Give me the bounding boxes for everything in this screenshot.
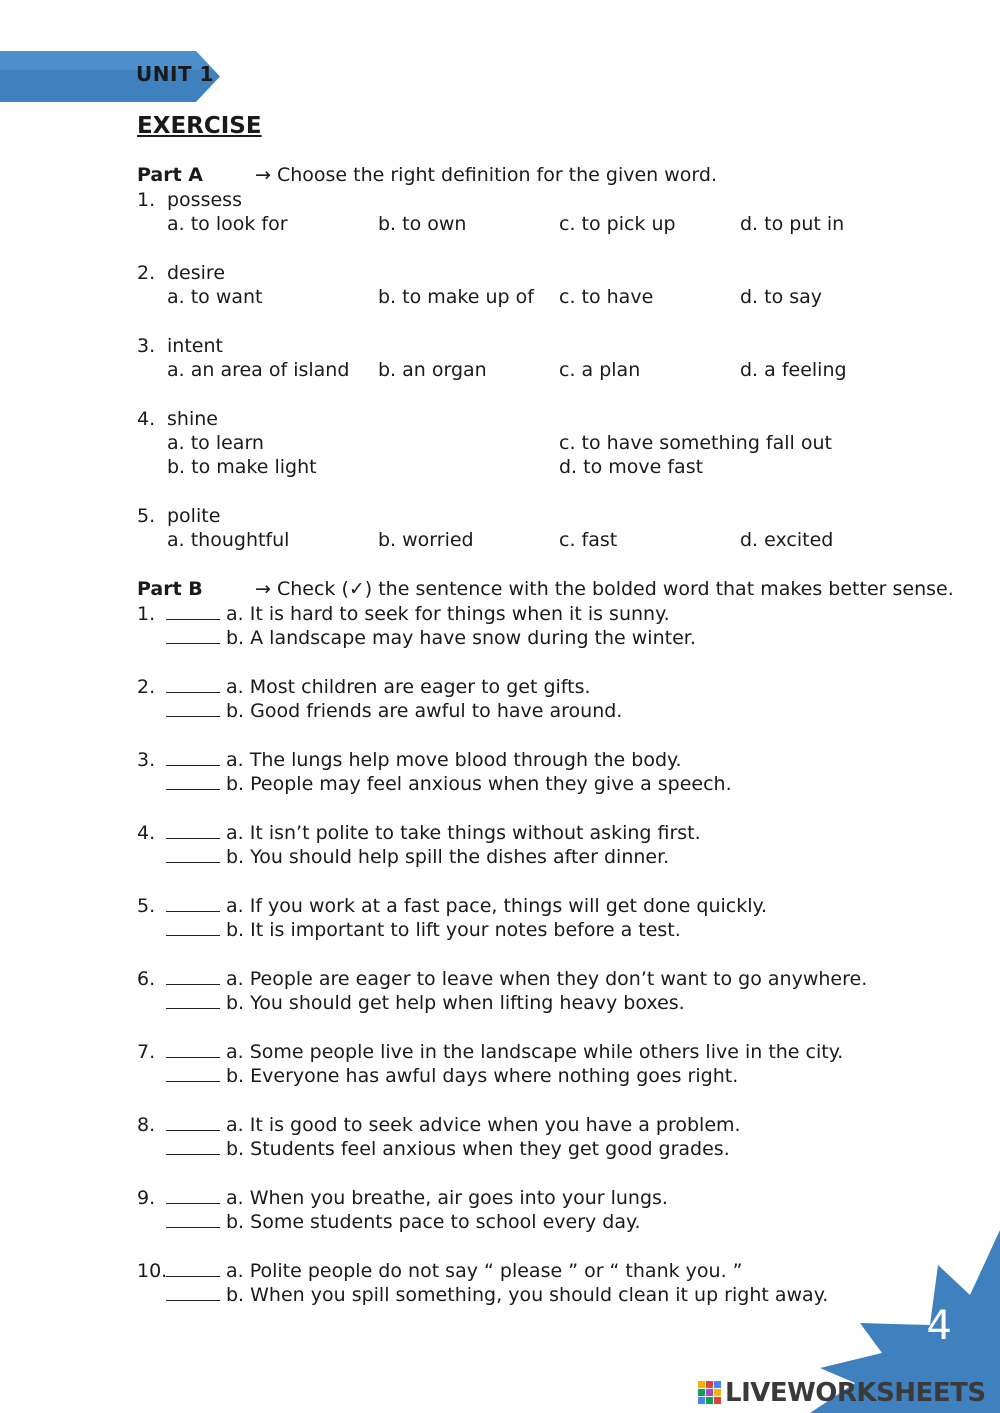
brand-icon — [697, 1380, 723, 1406]
answer-blank[interactable] — [166, 1114, 220, 1131]
part-b-number: 10. — [137, 1260, 168, 1282]
answer-blank[interactable] — [166, 627, 220, 644]
part-a-question — [137, 188, 242, 212]
answer-blank[interactable] — [166, 895, 220, 912]
brand-name: LIVEWORKSHEETS — [725, 1378, 986, 1408]
option-b[interactable]: b. an organ — [378, 359, 487, 381]
unit-label: UNIT 1 — [136, 62, 214, 86]
check-item-a — [166, 602, 670, 626]
sentence-a: a. The lungs help move blood through the body. — [226, 749, 682, 771]
sentence-a: a. When you breathe, air goes into your lungs. — [226, 1187, 668, 1209]
option-c[interactable]: c. a plan — [559, 359, 641, 381]
question-word: shine — [167, 408, 218, 430]
part-a-label: Part A — [137, 164, 204, 186]
check-item-a — [166, 1113, 741, 1137]
sentence-b: b. A landscape may have snow during the winter. — [226, 627, 696, 649]
answer-blank[interactable] — [166, 1041, 220, 1058]
option-a[interactable]: a. thoughtful — [167, 529, 290, 551]
page-number: 4 — [926, 1303, 952, 1349]
question-number: 3. — [137, 335, 156, 357]
check-item-b — [166, 699, 622, 723]
answer-blank[interactable] — [166, 1284, 220, 1301]
answer-blank[interactable] — [166, 1138, 220, 1155]
question-number: 4. — [137, 408, 156, 430]
brand-logo — [697, 1378, 986, 1408]
sentence-b: b. Good friends are awful to have around. — [226, 700, 623, 722]
option-c[interactable]: c. fast — [559, 529, 618, 551]
sentence-a: a. It is hard to seek for things when it is sunny. — [226, 603, 670, 625]
part-b-number: 2. — [137, 676, 156, 698]
check-item-a — [166, 821, 701, 845]
sentence-b: b. Some students pace to school every day. — [226, 1211, 641, 1233]
check-item-a — [166, 675, 591, 699]
part-b-number: 9. — [137, 1187, 156, 1209]
part-b-number: 4. — [137, 822, 156, 844]
option-d[interactable]: d. to move fast — [559, 456, 704, 478]
part-a-header — [137, 163, 718, 187]
answer-blank[interactable] — [166, 1187, 220, 1204]
part-b-instruction: → Check (✓) the sentence with the bolded word that makes better sense. — [255, 578, 954, 600]
part-a-question — [137, 334, 223, 358]
part-b-number: 8. — [137, 1114, 156, 1136]
part-b-number: 6. — [137, 968, 156, 990]
page-title: EXERCISE — [137, 113, 262, 139]
option-a[interactable]: a. an area of island — [167, 359, 350, 381]
sentence-b: b. Everyone has awful days where nothing goes right. — [226, 1065, 739, 1087]
option-a[interactable]: a. to learn — [167, 432, 264, 454]
sentence-b: b. You should help spill the dishes after dinner. — [226, 846, 670, 868]
option-d[interactable]: d. excited — [740, 529, 834, 551]
sentence-a: a. It isn’t polite to take things without asking first. — [226, 822, 701, 844]
part-a-question — [137, 407, 218, 431]
sentence-a: a. If you work at a fast pace, things will get done quickly. — [226, 895, 768, 917]
question-number: 2. — [137, 262, 156, 284]
question-word: desire — [167, 262, 226, 284]
check-item-a — [166, 967, 867, 991]
part-a-question — [137, 261, 226, 285]
option-b[interactable]: b. worried — [378, 529, 474, 551]
answer-blank[interactable] — [166, 700, 220, 717]
option-b[interactable]: b. to own — [378, 213, 467, 235]
part-b-number: 5. — [137, 895, 156, 917]
answer-blank[interactable] — [166, 1211, 220, 1228]
check-item-b — [166, 772, 732, 796]
check-item-a — [166, 1186, 668, 1210]
option-b[interactable]: b. to make up of — [378, 286, 534, 308]
question-number: 1. — [137, 189, 156, 211]
answer-blank[interactable] — [166, 749, 220, 766]
check-item-a — [166, 748, 682, 772]
check-item-b — [166, 626, 696, 650]
answer-blank[interactable] — [166, 773, 220, 790]
question-number: 5. — [137, 505, 156, 527]
sentence-b: b. People may feel anxious when they give a speech. — [226, 773, 732, 795]
option-d[interactable]: d. to put in — [740, 213, 845, 235]
question-word: intent — [167, 335, 223, 357]
option-b[interactable]: b. to make light — [167, 456, 317, 478]
sentence-a: a. Most children are eager to get gifts. — [226, 676, 591, 698]
check-item-b — [166, 1064, 738, 1088]
option-a[interactable]: a. to look for — [167, 213, 288, 235]
part-b-header — [137, 577, 954, 601]
sentence-a: a. People are eager to leave when they don’t want to go anywhere. — [226, 968, 868, 990]
answer-blank[interactable] — [166, 676, 220, 693]
answer-blank[interactable] — [166, 846, 220, 863]
question-word: possess — [167, 189, 242, 211]
part-a-instruction: → Choose the right definition for the given word. — [255, 164, 718, 186]
answer-blank[interactable] — [166, 919, 220, 936]
option-c[interactable]: c. to have — [559, 286, 654, 308]
question-word: polite — [167, 505, 221, 527]
answer-blank[interactable] — [166, 822, 220, 839]
check-item-b — [166, 845, 669, 869]
check-item-b — [166, 918, 681, 942]
option-d[interactable]: d. a feeling — [740, 359, 847, 381]
check-item-a — [166, 894, 767, 918]
part-b-label: Part B — [137, 578, 203, 600]
part-a-question — [137, 504, 221, 528]
check-item-b — [166, 991, 685, 1015]
check-item-b — [166, 1283, 828, 1307]
option-c[interactable]: c. to have something fall out — [559, 432, 832, 454]
answer-blank[interactable] — [166, 1065, 220, 1082]
sentence-b: b. Students feel anxious when they get good grades. — [226, 1138, 730, 1160]
sentence-b: b. When you spill something, you should clean it up right away. — [226, 1284, 829, 1306]
check-item-b — [166, 1210, 641, 1234]
part-b-number: 7. — [137, 1041, 156, 1063]
option-a[interactable]: a. to want — [167, 286, 263, 308]
check-item-b — [166, 1137, 730, 1161]
answer-blank[interactable] — [166, 968, 220, 985]
sentence-b: b. It is important to lift your notes before a test. — [226, 919, 681, 941]
part-b-number: 3. — [137, 749, 156, 771]
answer-blank[interactable] — [166, 992, 220, 1009]
option-d[interactable]: d. to say — [740, 286, 823, 308]
option-c[interactable]: c. to pick up — [559, 213, 676, 235]
sentence-b: b. You should get help when lifting heavy boxes. — [226, 992, 685, 1014]
sentence-a: a. Polite people do not say “ please ” or “ thank you. ” — [226, 1260, 743, 1282]
answer-blank[interactable] — [166, 1260, 220, 1277]
check-item-a — [166, 1040, 843, 1064]
sentence-a: a. It is good to seek advice when you have a problem. — [226, 1114, 741, 1136]
part-b-number: 1. — [137, 603, 156, 625]
answer-blank[interactable] — [166, 603, 220, 620]
sentence-a: a. Some people live in the landscape while others live in the city. — [226, 1041, 844, 1063]
check-item-a — [166, 1259, 743, 1283]
